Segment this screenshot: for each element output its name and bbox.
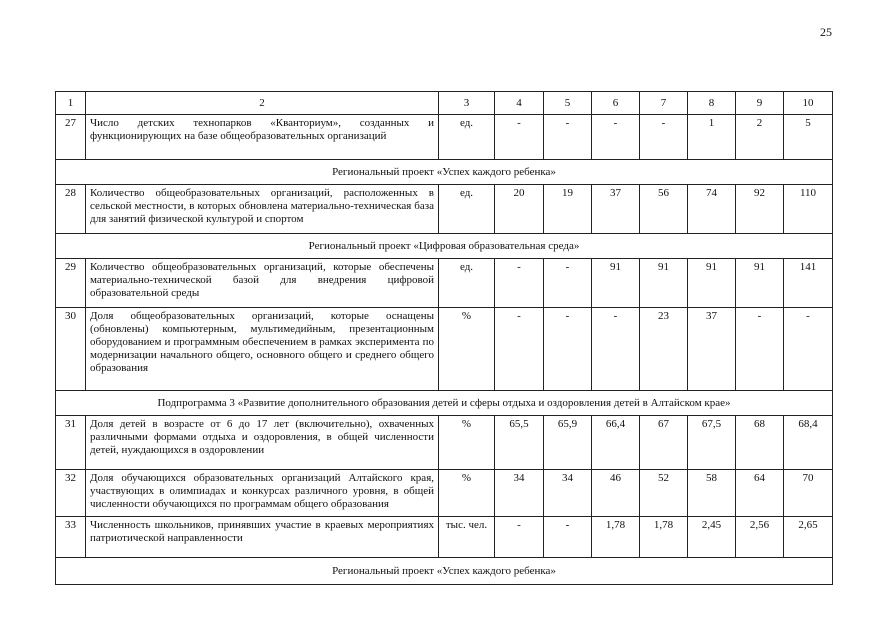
- unit-cell: тыс. чел.: [439, 517, 495, 558]
- value-cell: -: [495, 115, 544, 160]
- value-cell: 20: [495, 185, 544, 234]
- value-cell: 46: [592, 470, 640, 517]
- unit-cell: %: [439, 416, 495, 470]
- value-cell: 65,5: [495, 416, 544, 470]
- table-row: [56, 517, 833, 558]
- indicators-table: [55, 91, 833, 585]
- value-cell: 68,4: [784, 416, 833, 470]
- value-cell: 65,9: [544, 416, 592, 470]
- value-cell: 141: [784, 259, 833, 308]
- table-row: [56, 470, 833, 517]
- header-cell: 8: [688, 92, 736, 115]
- indicator-name: Количество общеобразовательных организаций, расположенных в сельской местности, в которых обновлена материально-техническая база для занятий физической культурой и спортом: [86, 185, 439, 234]
- value-cell: -: [495, 259, 544, 308]
- table-row: [56, 259, 833, 308]
- value-cell: 91: [592, 259, 640, 308]
- value-cell: 58: [688, 470, 736, 517]
- section-title: Региональный проект «Успех каждого ребенка»: [56, 558, 833, 585]
- row-number: 32: [56, 470, 86, 517]
- header-cell: 7: [640, 92, 688, 115]
- row-number: 30: [56, 308, 86, 391]
- section-title: Региональный проект «Цифровая образовательная среда»: [56, 234, 833, 259]
- value-cell: -: [592, 115, 640, 160]
- value-cell: 66,4: [592, 416, 640, 470]
- indicator-name: Число детских технопарков «Кванториум», созданных и функционирующих на базе общеобразовательных организаций: [86, 115, 439, 160]
- row-number: 31: [56, 416, 86, 470]
- row-number: 29: [56, 259, 86, 308]
- value-cell: 74: [688, 185, 736, 234]
- value-cell: -: [544, 308, 592, 391]
- row-number: 27: [56, 115, 86, 160]
- value-cell: -: [495, 308, 544, 391]
- value-cell: -: [544, 115, 592, 160]
- value-cell: -: [544, 517, 592, 558]
- value-cell: 52: [640, 470, 688, 517]
- value-cell: -: [640, 115, 688, 160]
- table-row: [56, 416, 833, 470]
- section-row: [56, 234, 833, 259]
- value-cell: 34: [544, 470, 592, 517]
- value-cell: 70: [784, 470, 833, 517]
- table-row: [56, 308, 833, 391]
- value-cell: 56: [640, 185, 688, 234]
- value-cell: 5: [784, 115, 833, 160]
- indicator-name: Количество общеобразовательных организаций, которые обеспечены материально-технической базой для внедрения цифровой образовательной среды: [86, 259, 439, 308]
- indicator-name: Доля общеобразовательных организаций, которые оснащены (обновлены) компьютерным, мультимедийным, презентационным оборудованием и программным обеспечением в рамках эксперимента по модернизации начального общего, основного общего и среднего общего образования: [86, 308, 439, 391]
- section-row: [56, 160, 833, 185]
- indicator-name: Доля обучающихся образовательных организаций Алтайского края, участвующих в олимпиадах и конкурсах различного уровня, в общей численности обучающихся по программам общего образования: [86, 470, 439, 517]
- value-cell: 2,56: [736, 517, 784, 558]
- value-cell: 2,45: [688, 517, 736, 558]
- unit-cell: %: [439, 470, 495, 517]
- value-cell: 37: [688, 308, 736, 391]
- indicator-name: Численность школьников, принявших участие в краевых мероприятиях патриотической направленности: [86, 517, 439, 558]
- value-cell: 67: [640, 416, 688, 470]
- value-cell: 91: [688, 259, 736, 308]
- table-header-row: [56, 92, 833, 115]
- header-cell: 1: [56, 92, 86, 115]
- table-row: [56, 185, 833, 234]
- unit-cell: ед.: [439, 115, 495, 160]
- value-cell: -: [784, 308, 833, 391]
- table-row: [56, 115, 833, 160]
- row-number: 33: [56, 517, 86, 558]
- section-row: [56, 558, 833, 585]
- indicator-name: Доля детей в возрасте от 6 до 17 лет (включительно), охваченных различными формами отдыха и оздоровления, в общей численности детей, нуждающихся в оздоровлении: [86, 416, 439, 470]
- value-cell: 1,78: [592, 517, 640, 558]
- value-cell: 2: [736, 115, 784, 160]
- header-cell: 10: [784, 92, 833, 115]
- page-number: 25: [820, 25, 832, 39]
- value-cell: -: [544, 259, 592, 308]
- value-cell: 92: [736, 185, 784, 234]
- header-cell: 9: [736, 92, 784, 115]
- header-cell: 5: [544, 92, 592, 115]
- section-title: Региональный проект «Успех каждого ребенка»: [56, 160, 833, 185]
- value-cell: 91: [640, 259, 688, 308]
- value-cell: 1: [688, 115, 736, 160]
- value-cell: 68: [736, 416, 784, 470]
- value-cell: 64: [736, 470, 784, 517]
- header-cell: 6: [592, 92, 640, 115]
- header-cell: 2: [86, 92, 439, 115]
- value-cell: 34: [495, 470, 544, 517]
- value-cell: 67,5: [688, 416, 736, 470]
- header-cell: 4: [495, 92, 544, 115]
- header-cell: 3: [439, 92, 495, 115]
- unit-cell: %: [439, 308, 495, 391]
- unit-cell: ед.: [439, 185, 495, 234]
- value-cell: 2,65: [784, 517, 833, 558]
- value-cell: -: [495, 517, 544, 558]
- value-cell: 19: [544, 185, 592, 234]
- value-cell: 37: [592, 185, 640, 234]
- section-row: [56, 391, 833, 416]
- value-cell: -: [592, 308, 640, 391]
- unit-cell: ед.: [439, 259, 495, 308]
- value-cell: 23: [640, 308, 688, 391]
- value-cell: 91: [736, 259, 784, 308]
- value-cell: 1,78: [640, 517, 688, 558]
- value-cell: -: [736, 308, 784, 391]
- row-number: 28: [56, 185, 86, 234]
- value-cell: 110: [784, 185, 833, 234]
- section-title: Подпрограмма 3 «Развитие дополнительного образования детей и сферы отдыха и оздоровления детей в Алтайском крае»: [56, 391, 833, 416]
